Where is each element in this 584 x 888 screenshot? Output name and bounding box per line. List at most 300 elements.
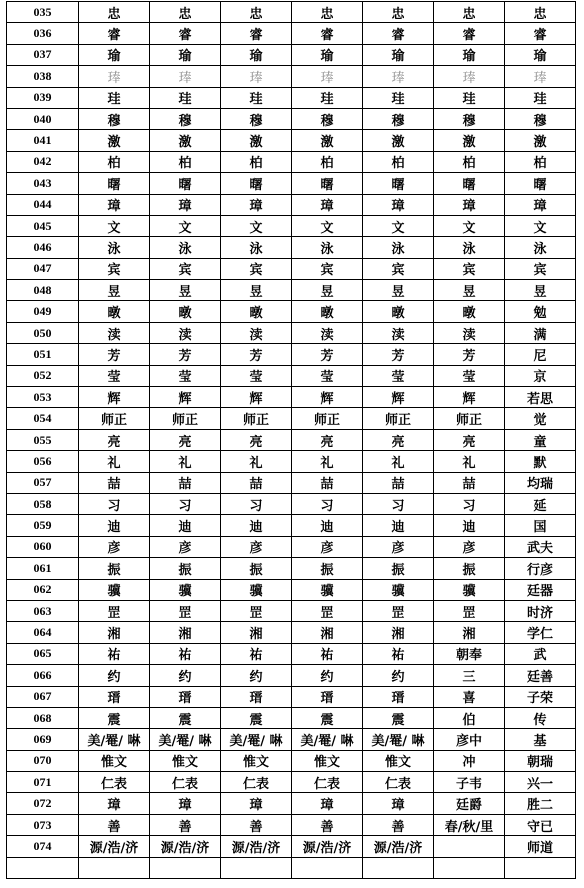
name-cell: 喆 <box>79 472 150 493</box>
name-cell: 睿 <box>150 23 221 44</box>
name-cell: 师正 <box>363 408 434 429</box>
name-cell: 珪 <box>434 87 505 108</box>
name-cell: 礼 <box>150 451 221 472</box>
name-cell: 时济 <box>505 600 576 621</box>
name-cell: 振 <box>363 558 434 579</box>
name-cell: 习 <box>292 493 363 514</box>
name-cell: 美/罨/ 啉 <box>221 729 292 750</box>
name-cell: 善 <box>363 814 434 835</box>
name-cell: 守已 <box>505 814 576 835</box>
name-cell: 珪 <box>79 87 150 108</box>
name-cell: 亮 <box>434 429 505 450</box>
row-number: 037 <box>7 44 79 65</box>
row-number: 049 <box>7 301 79 322</box>
row-number: 072 <box>7 793 79 814</box>
name-cell: 师正 <box>79 408 150 429</box>
table-row <box>7 665 576 686</box>
name-cell: 胜二 <box>505 793 576 814</box>
name-cell: 满 <box>505 322 576 343</box>
name-cell: 彦 <box>221 536 292 557</box>
name-cell: 善 <box>150 814 221 835</box>
name-cell: 湘 <box>292 622 363 643</box>
name-cell: 泳 <box>221 237 292 258</box>
name-cell: 璋 <box>292 194 363 215</box>
name-cell: 穆 <box>434 108 505 129</box>
name-cell: 文 <box>221 215 292 236</box>
name-cell: 暾 <box>221 301 292 322</box>
row-number: 059 <box>7 515 79 536</box>
name-cell: 睿 <box>79 23 150 44</box>
name-cell: 柏 <box>363 151 434 172</box>
name-cell: 延 <box>505 493 576 514</box>
table-row <box>7 258 576 279</box>
name-cell: 激 <box>434 130 505 151</box>
name-cell: 善 <box>79 814 150 835</box>
name-cell: 尼 <box>505 344 576 365</box>
name-cell: 仁表 <box>363 772 434 793</box>
name-cell: 芳 <box>79 344 150 365</box>
name-cell: 师道 <box>505 836 576 857</box>
name-cell: 迪 <box>150 515 221 536</box>
table-row <box>7 579 576 600</box>
row-number: 069 <box>7 729 79 750</box>
name-cell: 均瑞 <box>505 472 576 493</box>
name-cell: 罡 <box>434 600 505 621</box>
name-cell: 亮 <box>363 429 434 450</box>
name-cell: 仁表 <box>221 772 292 793</box>
name-cell: 礼 <box>434 451 505 472</box>
name-cell: 礼 <box>79 451 150 472</box>
row-number: 048 <box>7 280 79 301</box>
name-cell <box>434 836 505 857</box>
name-cell: 忠 <box>292 2 363 23</box>
name-cell: 骥 <box>221 579 292 600</box>
name-cell: 璋 <box>221 194 292 215</box>
name-cell: 迪 <box>363 515 434 536</box>
name-cell: 仁表 <box>292 772 363 793</box>
name-cell: 振 <box>434 558 505 579</box>
name-cell: 暾 <box>292 301 363 322</box>
name-cell: 璋 <box>79 793 150 814</box>
name-cell: 若思 <box>505 387 576 408</box>
name-cell: 源/浩/济 <box>292 836 363 857</box>
table-row <box>7 44 576 65</box>
name-cell: 湘 <box>79 622 150 643</box>
name-cell: 震 <box>363 707 434 728</box>
name-cell: 渎 <box>292 322 363 343</box>
name-cell: 睿 <box>434 23 505 44</box>
name-cell: 昱 <box>150 280 221 301</box>
name-cell: 昱 <box>434 280 505 301</box>
table-row <box>7 643 576 664</box>
name-cell: 莹 <box>434 365 505 386</box>
table-row <box>7 793 576 814</box>
name-cell: 习 <box>79 493 150 514</box>
name-cell: 琫 <box>292 66 363 87</box>
name-cell: 激 <box>505 130 576 151</box>
name-cell: 睿 <box>363 23 434 44</box>
table-row <box>7 387 576 408</box>
name-cell: 子韦 <box>434 772 505 793</box>
table-row <box>7 23 576 44</box>
name-cell: 国 <box>505 515 576 536</box>
name-cell: 童 <box>505 429 576 450</box>
name-cell: 武 <box>505 643 576 664</box>
name-cell: 珪 <box>505 87 576 108</box>
name-cell: 璋 <box>150 793 221 814</box>
name-cell: 睿 <box>505 23 576 44</box>
name-cell: 曙 <box>505 173 576 194</box>
row-number: 074 <box>7 836 79 857</box>
name-cell: 芳 <box>363 344 434 365</box>
name-cell: 暾 <box>434 301 505 322</box>
table-row <box>7 558 576 579</box>
name-cell: 泳 <box>434 237 505 258</box>
name-cell: 彦中 <box>434 729 505 750</box>
name-cell: 文 <box>363 215 434 236</box>
row-number: 043 <box>7 173 79 194</box>
table-row <box>7 686 576 707</box>
name-cell: 瑨 <box>79 686 150 707</box>
name-cell: 辉 <box>79 387 150 408</box>
name-cell <box>505 857 576 878</box>
name-cell: 激 <box>292 130 363 151</box>
name-cell: 穆 <box>292 108 363 129</box>
name-cell: 柏 <box>150 151 221 172</box>
name-cell: 湘 <box>363 622 434 643</box>
name-cell: 暾 <box>79 301 150 322</box>
name-cell: 惟文 <box>363 750 434 771</box>
name-cell: 宾 <box>434 258 505 279</box>
name-cell: 穆 <box>79 108 150 129</box>
row-number: 040 <box>7 108 79 129</box>
name-cell: 琫 <box>505 66 576 87</box>
name-cell: 约 <box>292 665 363 686</box>
name-cell: 宾 <box>505 258 576 279</box>
row-number: 073 <box>7 814 79 835</box>
row-number: 060 <box>7 536 79 557</box>
name-cell: 渎 <box>434 322 505 343</box>
row-number: 068 <box>7 707 79 728</box>
name-cell: 亮 <box>150 429 221 450</box>
name-cell: 迪 <box>434 515 505 536</box>
name-cell: 璋 <box>150 194 221 215</box>
name-cell: 亮 <box>79 429 150 450</box>
name-cell: 泳 <box>79 237 150 258</box>
row-number: 036 <box>7 23 79 44</box>
name-cell: 琫 <box>150 66 221 87</box>
name-cell: 祐 <box>292 643 363 664</box>
table-row <box>7 194 576 215</box>
table-row <box>7 151 576 172</box>
name-cell: 喆 <box>292 472 363 493</box>
name-cell: 暾 <box>150 301 221 322</box>
row-number: 056 <box>7 451 79 472</box>
name-cell: 仁表 <box>150 772 221 793</box>
name-cell: 莹 <box>150 365 221 386</box>
name-cell: 美/罨/ 啉 <box>150 729 221 750</box>
name-cell: 习 <box>363 493 434 514</box>
name-cell: 渎 <box>363 322 434 343</box>
name-cell: 源/浩/济 <box>79 836 150 857</box>
table-row <box>7 772 576 793</box>
table-row <box>7 515 576 536</box>
name-cell: 约 <box>221 665 292 686</box>
name-cell: 师正 <box>150 408 221 429</box>
name-cell: 瑜 <box>363 44 434 65</box>
name-cell: 礼 <box>221 451 292 472</box>
name-cell: 祐 <box>150 643 221 664</box>
name-cell: 渎 <box>150 322 221 343</box>
name-cell: 习 <box>221 493 292 514</box>
name-cell: 湘 <box>150 622 221 643</box>
name-cell: 源/浩/济 <box>363 836 434 857</box>
row-number: 063 <box>7 600 79 621</box>
name-cell: 彦 <box>363 536 434 557</box>
table-row <box>7 408 576 429</box>
name-cell: 曙 <box>221 173 292 194</box>
name-cell: 彦 <box>434 536 505 557</box>
table-row <box>7 750 576 771</box>
name-cell: 仁表 <box>79 772 150 793</box>
name-cell: 传 <box>505 707 576 728</box>
name-cell: 莹 <box>363 365 434 386</box>
name-cell: 廷器 <box>505 579 576 600</box>
name-cell: 激 <box>363 130 434 151</box>
name-cell <box>434 857 505 878</box>
name-cell <box>221 857 292 878</box>
name-cell: 柏 <box>292 151 363 172</box>
table-row <box>7 130 576 151</box>
name-cell: 祐 <box>221 643 292 664</box>
name-cell: 廷爵 <box>434 793 505 814</box>
row-number: 070 <box>7 750 79 771</box>
name-cell: 穆 <box>505 108 576 129</box>
row-number: 064 <box>7 622 79 643</box>
name-cell: 惟文 <box>79 750 150 771</box>
table-row <box>7 365 576 386</box>
name-cell: 忠 <box>363 2 434 23</box>
name-cell: 习 <box>150 493 221 514</box>
name-cell: 震 <box>292 707 363 728</box>
name-cell: 瑜 <box>221 44 292 65</box>
name-cell: 罡 <box>292 600 363 621</box>
name-cell: 彦 <box>150 536 221 557</box>
table-row <box>7 215 576 236</box>
name-cell: 瑨 <box>292 686 363 707</box>
name-cell: 美/罨/ 啉 <box>79 729 150 750</box>
name-cell: 罡 <box>79 600 150 621</box>
name-cell: 曙 <box>79 173 150 194</box>
name-cell: 宾 <box>363 258 434 279</box>
name-cell: 芳 <box>292 344 363 365</box>
name-cell: 骥 <box>292 579 363 600</box>
name-cell: 文 <box>505 215 576 236</box>
name-cell: 文 <box>150 215 221 236</box>
name-cell: 师正 <box>434 408 505 429</box>
name-cell: 瑜 <box>79 44 150 65</box>
table-row <box>7 493 576 514</box>
name-cell: 琫 <box>434 66 505 87</box>
name-cell: 辉 <box>363 387 434 408</box>
name-cell: 约 <box>150 665 221 686</box>
name-cell: 学仁 <box>505 622 576 643</box>
table-row <box>7 344 576 365</box>
table-row <box>7 301 576 322</box>
name-cell: 亮 <box>292 429 363 450</box>
table-row <box>7 429 576 450</box>
name-cell: 觉 <box>505 408 576 429</box>
name-cell: 柏 <box>221 151 292 172</box>
name-cell: 柏 <box>434 151 505 172</box>
name-cell: 朝瑞 <box>505 750 576 771</box>
name-cell: 莹 <box>79 365 150 386</box>
table-row <box>7 237 576 258</box>
name-cell: 彦 <box>79 536 150 557</box>
table-row <box>7 729 576 750</box>
row-number: 041 <box>7 130 79 151</box>
table-row <box>7 814 576 835</box>
name-cell: 瑜 <box>434 44 505 65</box>
name-cell: 辉 <box>221 387 292 408</box>
name-cell: 迪 <box>292 515 363 536</box>
name-cell: 武夫 <box>505 536 576 557</box>
name-cell: 祐 <box>79 643 150 664</box>
row-number: 051 <box>7 344 79 365</box>
name-cell: 瑜 <box>150 44 221 65</box>
name-cell: 冲 <box>434 750 505 771</box>
name-cell: 忠 <box>150 2 221 23</box>
name-cell: 文 <box>79 215 150 236</box>
name-cell: 辉 <box>150 387 221 408</box>
name-cell: 惟文 <box>150 750 221 771</box>
name-cell: 迪 <box>221 515 292 536</box>
table-row <box>7 108 576 129</box>
name-cell: 激 <box>79 130 150 151</box>
name-cell: 廷善 <box>505 665 576 686</box>
row-number: 057 <box>7 472 79 493</box>
name-cell <box>79 857 150 878</box>
name-cell: 璋 <box>434 194 505 215</box>
name-cell: 曙 <box>292 173 363 194</box>
name-cell: 昱 <box>505 280 576 301</box>
name-cell: 震 <box>221 707 292 728</box>
name-cell: 璋 <box>292 793 363 814</box>
name-cell: 曙 <box>363 173 434 194</box>
name-cell: 骥 <box>363 579 434 600</box>
name-cell: 京 <box>505 365 576 386</box>
name-cell: 芳 <box>221 344 292 365</box>
name-cell: 礼 <box>292 451 363 472</box>
name-cell: 芳 <box>150 344 221 365</box>
table-row <box>7 2 576 23</box>
name-cell: 师正 <box>292 408 363 429</box>
table-row <box>7 536 576 557</box>
table-row <box>7 322 576 343</box>
name-cell: 泳 <box>363 237 434 258</box>
row-number: 066 <box>7 665 79 686</box>
name-cell: 忠 <box>221 2 292 23</box>
name-cell: 震 <box>79 707 150 728</box>
name-cell: 琫 <box>79 66 150 87</box>
name-cell: 泳 <box>292 237 363 258</box>
name-cell: 伯 <box>434 707 505 728</box>
name-cell: 默 <box>505 451 576 472</box>
table-row <box>7 622 576 643</box>
name-cell: 湘 <box>434 622 505 643</box>
name-cell: 喆 <box>221 472 292 493</box>
row-number: 054 <box>7 408 79 429</box>
name-cell: 莹 <box>221 365 292 386</box>
name-cell: 宾 <box>150 258 221 279</box>
row-number: 038 <box>7 66 79 87</box>
row-number: 045 <box>7 215 79 236</box>
name-cell: 祐 <box>363 643 434 664</box>
name-cell: 忠 <box>434 2 505 23</box>
name-cell: 骥 <box>150 579 221 600</box>
table-row <box>7 280 576 301</box>
name-cell: 泳 <box>150 237 221 258</box>
name-cell: 兴一 <box>505 772 576 793</box>
name-cell <box>363 857 434 878</box>
name-cell: 振 <box>292 558 363 579</box>
name-cell: 瑨 <box>221 686 292 707</box>
name-cell: 彦 <box>292 536 363 557</box>
row-number: 071 <box>7 772 79 793</box>
name-cell: 师正 <box>221 408 292 429</box>
name-cell: 激 <box>150 130 221 151</box>
name-cell: 瑨 <box>363 686 434 707</box>
name-cell: 罡 <box>150 600 221 621</box>
name-cell: 勉 <box>505 301 576 322</box>
name-cell: 惟文 <box>292 750 363 771</box>
name-cell: 文 <box>292 215 363 236</box>
name-cell: 忠 <box>79 2 150 23</box>
name-cell: 迪 <box>79 515 150 536</box>
name-cell: 激 <box>221 130 292 151</box>
name-cell: 琫 <box>363 66 434 87</box>
name-cell: 湘 <box>221 622 292 643</box>
table-row <box>7 836 576 857</box>
name-cell: 珪 <box>363 87 434 108</box>
name-cell: 善 <box>221 814 292 835</box>
row-number: 050 <box>7 322 79 343</box>
table-row <box>7 707 576 728</box>
name-cell: 骥 <box>434 579 505 600</box>
name-cell: 子荣 <box>505 686 576 707</box>
name-cell: 礼 <box>363 451 434 472</box>
row-number: 035 <box>7 2 79 23</box>
table-row <box>7 472 576 493</box>
name-cell: 辉 <box>434 387 505 408</box>
name-cell: 昱 <box>221 280 292 301</box>
name-cell: 约 <box>79 665 150 686</box>
name-cell: 宾 <box>79 258 150 279</box>
name-cell: 振 <box>221 558 292 579</box>
row-number: 046 <box>7 237 79 258</box>
name-cell: 穆 <box>150 108 221 129</box>
row-number <box>7 857 79 878</box>
table-row <box>7 600 576 621</box>
name-cell: 约 <box>363 665 434 686</box>
name-cell: 忠 <box>505 2 576 23</box>
name-cell: 骥 <box>79 579 150 600</box>
name-cell: 璋 <box>363 194 434 215</box>
name-cell: 美/罨/ 啉 <box>292 729 363 750</box>
row-number: 047 <box>7 258 79 279</box>
name-cell: 璋 <box>363 793 434 814</box>
name-cell: 宾 <box>292 258 363 279</box>
